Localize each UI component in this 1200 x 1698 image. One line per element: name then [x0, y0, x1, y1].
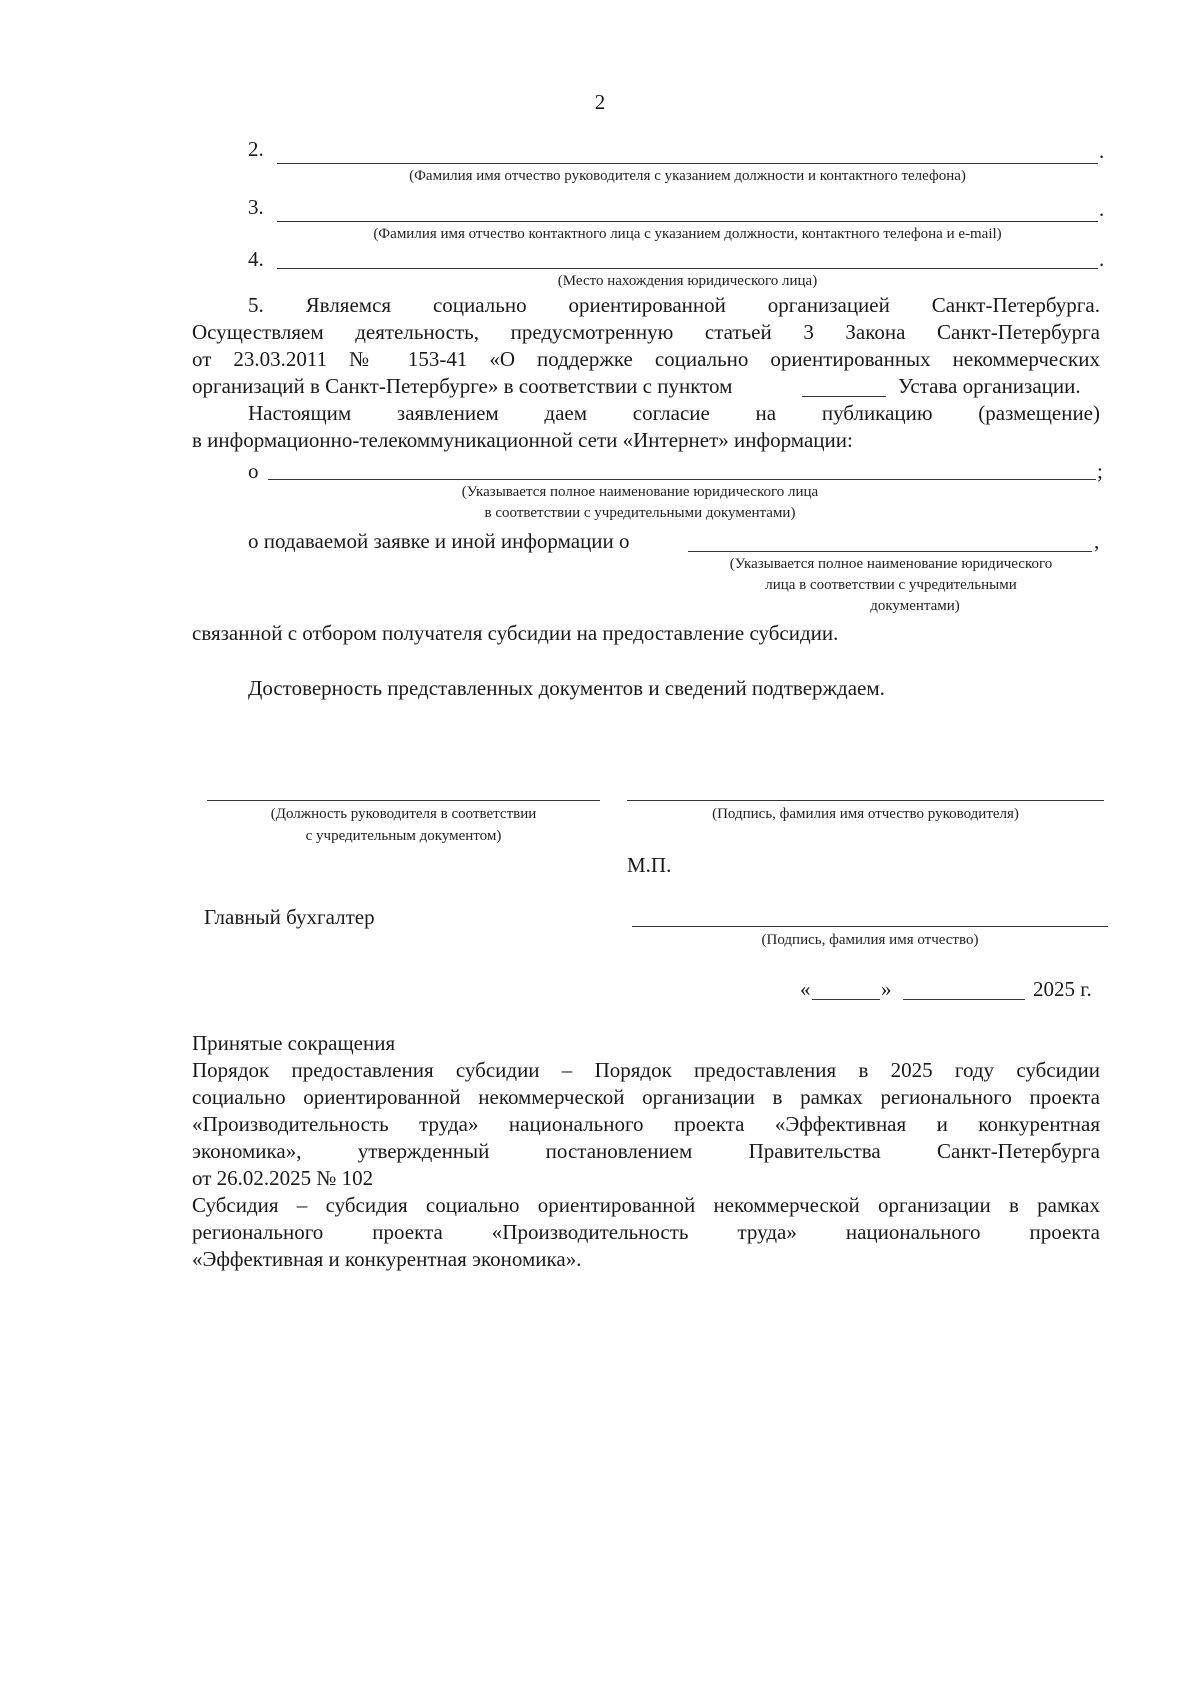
- subsidy-definition-line-3: «Эффективная и конкурентная экономика».: [192, 1247, 582, 1271]
- stamp-placeholder: М.П.: [627, 853, 672, 877]
- subsidy-definition-line-1: Субсидия – субсидия социально ориентированной некоммерческой организации в рамках: [192, 1193, 1100, 1217]
- related-selection-text: связанной с отбором получателя субсидии на предоставление субсидии.: [192, 621, 839, 645]
- item-3-period: .: [1099, 197, 1105, 221]
- confirmation-text: Достоверность представленных документов и сведений подтверждаем.: [248, 676, 885, 700]
- item-5-line-2: Осуществляем деятельность, предусмотренную статьей 3 Закона Санкт-Петербурга: [192, 320, 1100, 344]
- page-number: 2: [594, 90, 606, 114]
- head-signature-line: [627, 800, 1104, 801]
- position-caption-1: (Должность руководителя в соответствии: [270, 806, 537, 822]
- date-month-fill-line: [903, 999, 1025, 1000]
- procedure-definition-line-3: «Производительность труда» национального проекта «Эффективная и конкурентная: [192, 1112, 1100, 1136]
- item-2-caption: (Фамилия имя отчество руководителя с указанием должности и контактного телефона): [409, 168, 966, 184]
- item-4-caption: (Место нахождения юридического лица): [557, 273, 818, 289]
- date-year: 2025 г.: [1033, 977, 1092, 1001]
- item-2-period: .: [1099, 139, 1105, 163]
- item-3-caption: (Фамилия имя отчество контактного лица с указанием должности, контактного телефона и e-mail): [373, 226, 1002, 242]
- consent-line-2: в информационно-телекоммуникационной сети «Интернет» информации:: [192, 428, 853, 452]
- item-5-line-1: 5. Являемся социально ориентированной организацией Санкт-Петербурга.: [248, 293, 1100, 317]
- consent-o-prefix: о: [248, 459, 259, 483]
- chief-accountant-label: Главный бухгалтер: [204, 905, 375, 929]
- accountant-signature-line: [632, 926, 1108, 927]
- item-5-line-4-start: организаций в Санкт-Петербурге» в соответствии с пунктом: [192, 374, 733, 398]
- item-4-number: 4.: [248, 247, 264, 271]
- application-org-caption-3: документами): [870, 598, 960, 614]
- application-org-fill-line: [688, 551, 1092, 552]
- item-3-number: 3.: [248, 195, 264, 219]
- application-info-suffix: ,: [1094, 529, 1100, 553]
- organization-name-caption-1: (Указывается полное наименование юридического лица: [461, 484, 819, 500]
- application-info-text: о подаваемой заявке и иной информации о: [248, 529, 630, 553]
- item-5-line-4-end: Устава организации.: [898, 374, 1081, 398]
- position-caption-2: с учредительным документом): [305, 828, 502, 844]
- date-day-fill-line: [812, 999, 880, 1000]
- accountant-signature-caption: (Подпись, фамилия имя отчество): [761, 932, 979, 948]
- head-signature-caption: (Подпись, фамилия имя отчество руководителя): [712, 806, 1019, 822]
- procedure-definition-line-4: экономика», утвержденный постановлением Правительства Санкт-Петербурга: [192, 1139, 1100, 1163]
- item-2-fill-line: [277, 163, 1098, 164]
- application-org-caption-1: (Указывается полное наименование юридического: [729, 556, 1053, 572]
- charter-clause-fill-line: [802, 396, 886, 397]
- organization-name-caption-2: в соответствии с учредительными документами): [484, 505, 796, 521]
- subsidy-definition-line-2: регионального проекта «Производительность труда» национального проекта: [192, 1220, 1100, 1244]
- item-5-line-3: от 23.03.2011 № 153-41 «О поддержке социально ориентированных некоммерческих: [192, 347, 1100, 371]
- consent-line-1: Настоящим заявлением даем согласие на публикацию (размещение): [248, 401, 1100, 425]
- item-2-number: 2.: [248, 137, 264, 161]
- organization-name-fill-line: [268, 479, 1096, 480]
- date-open-quote: «: [800, 977, 811, 1001]
- consent-o-suffix: ;: [1097, 459, 1103, 483]
- procedure-definition-line-1: Порядок предоставления субсидии – Порядок предоставления в 2025 году субсидии: [192, 1058, 1100, 1082]
- item-4-fill-line: [277, 268, 1098, 269]
- item-3-fill-line: [277, 221, 1098, 222]
- date-close-quote: »: [881, 977, 892, 1001]
- position-signature-line: [207, 800, 600, 801]
- application-org-caption-2: лица в соответствии с учредительными: [765, 577, 1017, 593]
- procedure-definition-line-5: от 26.02.2025 № 102: [192, 1166, 374, 1190]
- abbreviations-heading: Принятые сокращения: [192, 1031, 396, 1055]
- procedure-definition-line-2: социально ориентированной некоммерческой организации в рамках регионального проекта: [192, 1085, 1100, 1109]
- item-4-period: .: [1099, 247, 1105, 271]
